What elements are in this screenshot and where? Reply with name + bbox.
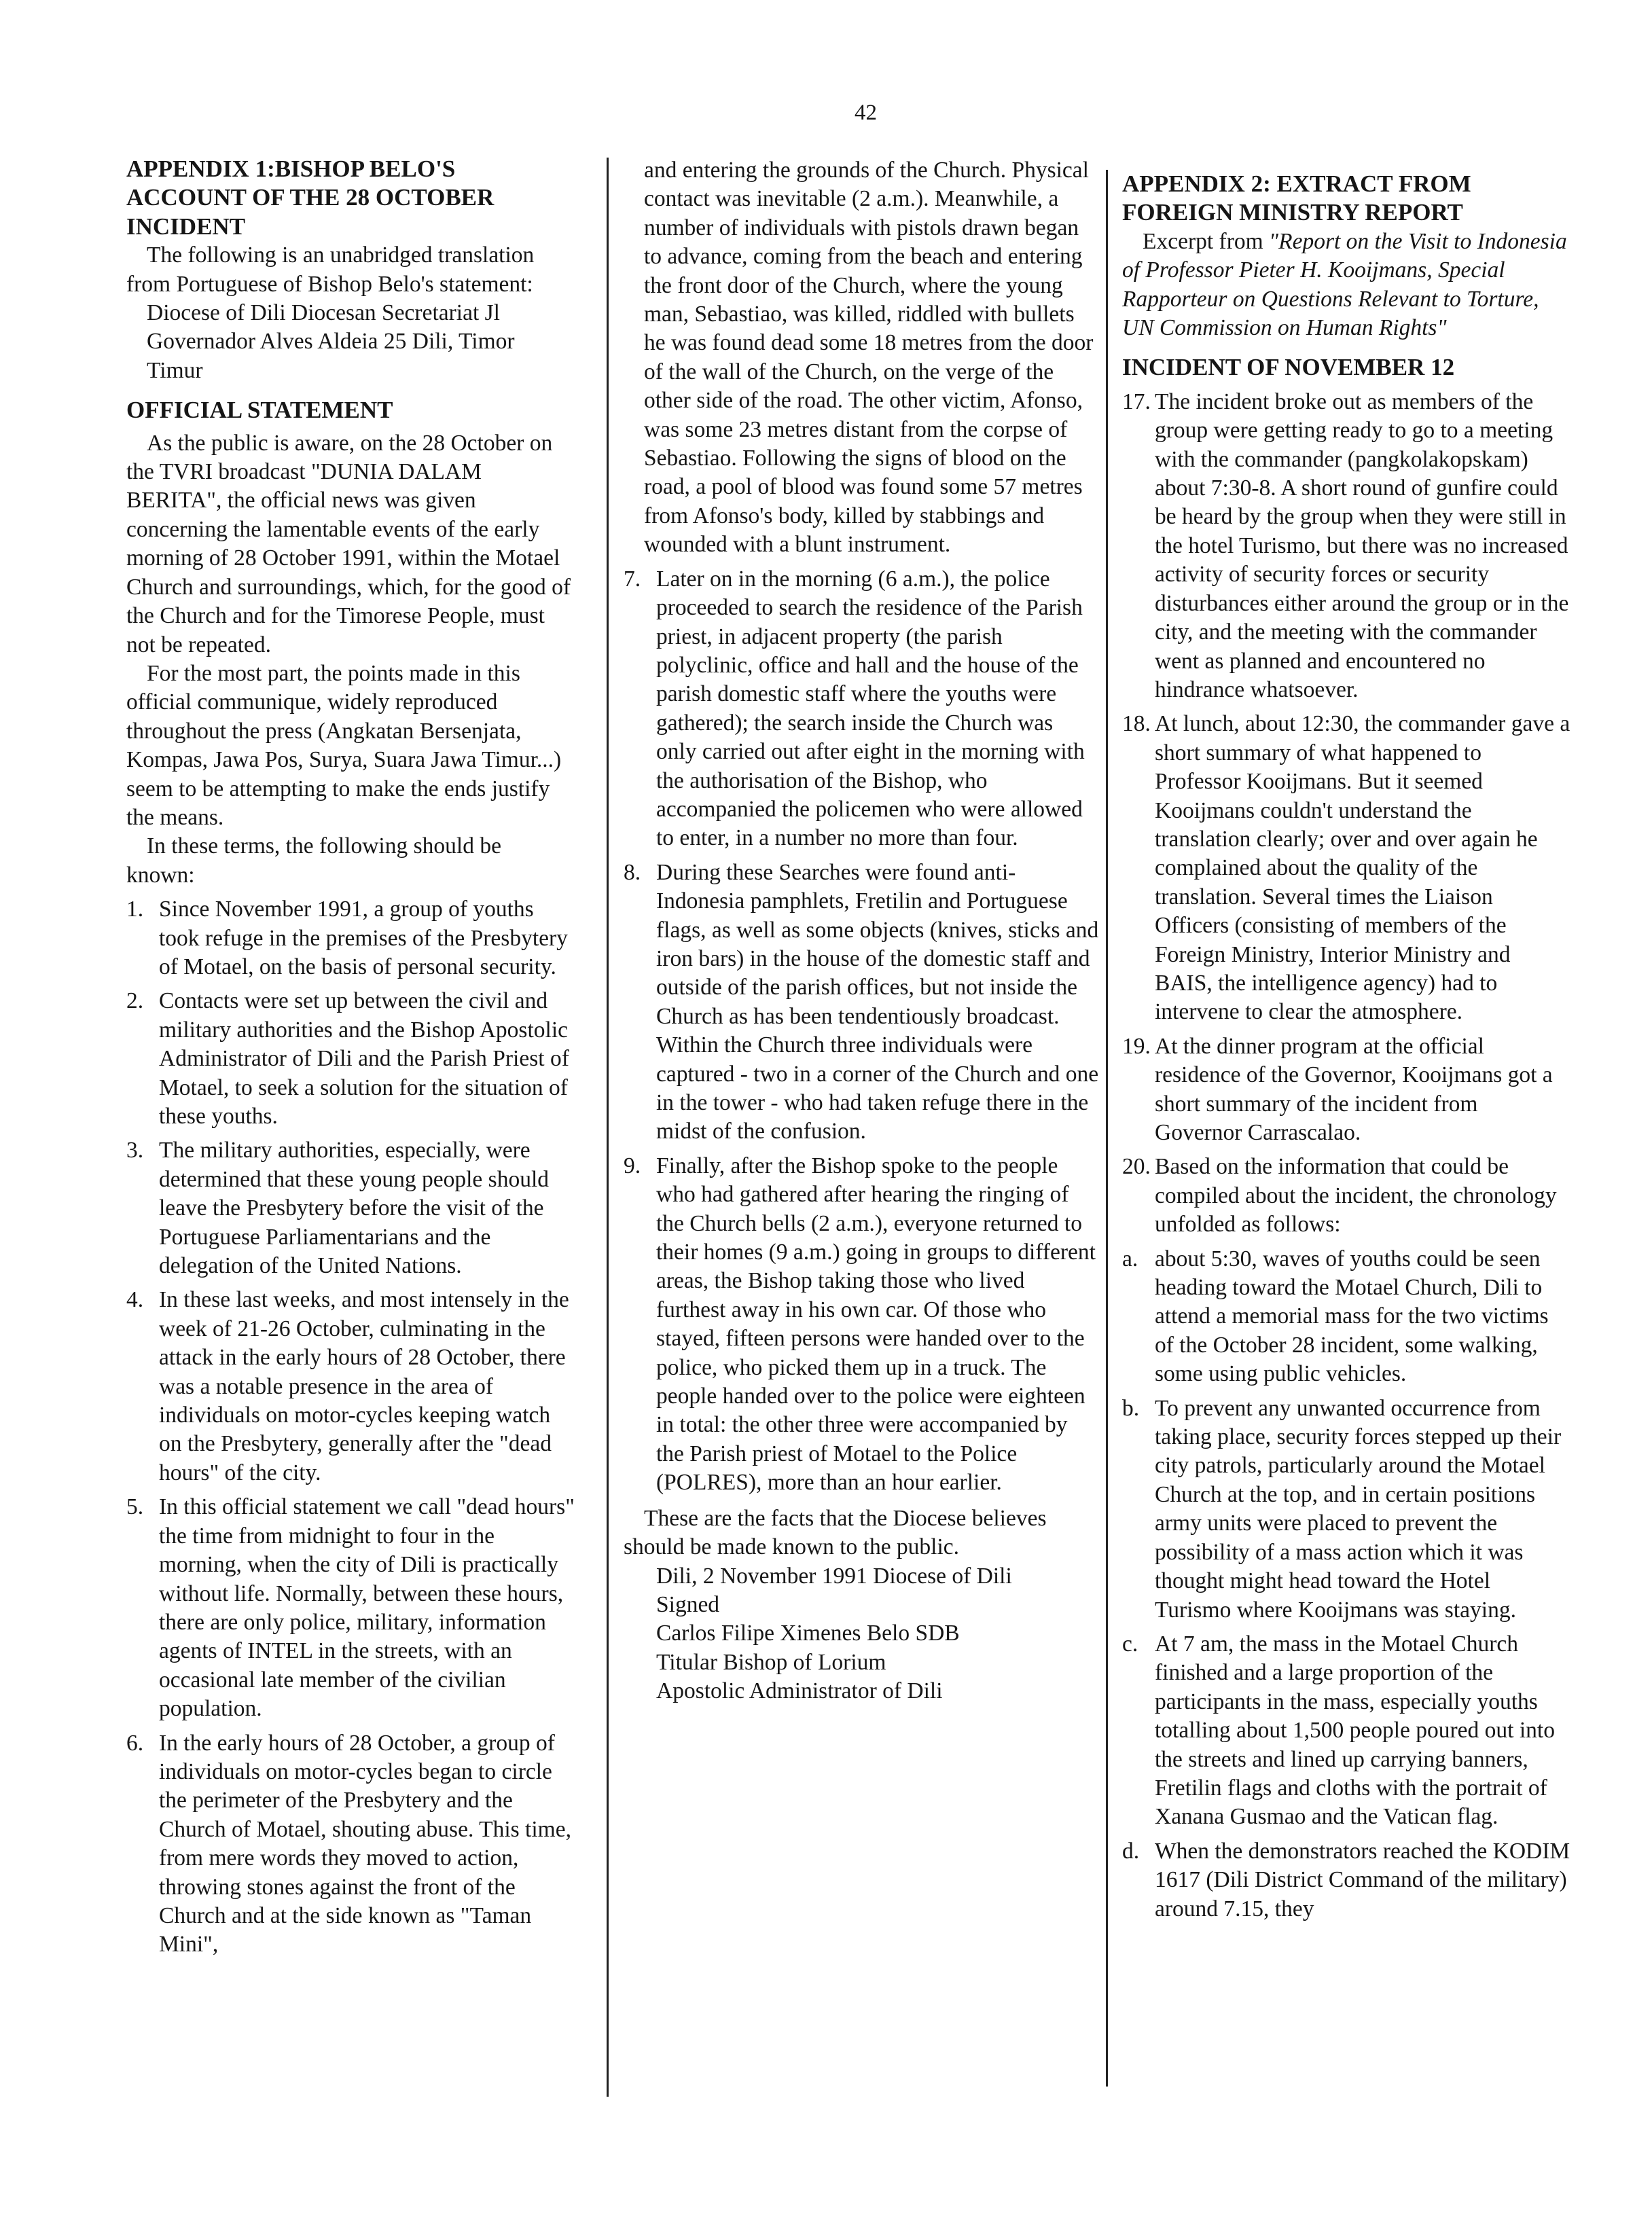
column-right <box>1122 170 1570 1924</box>
item-number: 8. <box>624 859 641 885</box>
item-number: 9. <box>624 1153 641 1178</box>
signatory-title: Titular Bishop of Lorium <box>656 1649 886 1675</box>
item-number: 1. <box>126 897 144 922</box>
report-list <box>1122 388 1570 1240</box>
item-text: about 5:30, waves of youths could be seen heading toward the Motael Church, Dili to attend a memorial mass for the two victims of the October 28 incident, some walking, some using public vehicles. <box>1155 1246 1549 1387</box>
list-item <box>1122 1153 1570 1239</box>
statement-paragraph: For the most part, the points made in this official communique, widely reproduced throughout the press (Angkatan Bersenjata, Kompas, Jawa Pos, Surya, Suara Jawa Timur...) seem to be attempting to make the ends justify the means. <box>126 660 562 830</box>
list-item <box>1122 1245 1570 1389</box>
appendix2-title: APPENDIX 2: EXTRACT FROM FOREIGN MINISTRY REPORT <box>1122 170 1471 226</box>
list-item <box>1122 1630 1570 1832</box>
item-number: 19. <box>1122 1033 1151 1059</box>
list-item <box>126 895 575 981</box>
item-text: Since November 1991, a group of youths took refuge in the premises of the Presbytery of Motael, on the basis of personal security. <box>159 897 568 979</box>
item-letter: d. <box>1122 1838 1140 1864</box>
item-letter: b. <box>1122 1395 1140 1421</box>
item-number: 4. <box>126 1287 144 1313</box>
statement-paragraph: In these terms, the following should be known: <box>126 833 501 888</box>
item-number: 7. <box>624 566 641 592</box>
item-text: When the demonstrators reached the KODIM 1617 (Dili District Command of the military) around 7.15, they <box>1155 1838 1570 1921</box>
column-divider <box>607 158 609 2097</box>
signed-label: Signed <box>656 1591 720 1617</box>
item-text: The military authorities, especially, were determined that these young people should leave the Presbytery before the visit of the Portuguese Parliamentarians and the delegation of the United Nations. <box>159 1138 550 1279</box>
item-text: In the early hours of 28 October, a group of individuals on motor-cycles began to circle the perimeter of the Presbytery and the Church of Motael, shouting abuse. This time, from mere words they moved to action, throwing stones against the front of the Church and at the side known as "Taman Mini", <box>159 1730 571 1957</box>
list-item <box>1122 1032 1570 1148</box>
appendix1-address: Diocese of Dili Diocesan Secretariat Jl Governador Alves Aldeia 25 Dili, Timor Timur <box>147 300 515 383</box>
item-letter: c. <box>1122 1631 1138 1657</box>
report-title: "Report on the Visit to Indonesia of Professor Pieter H. Kooijmans, Special Rapporteur on Questions Relevant to Torture, UN Commission on Human Rights" <box>1122 228 1567 341</box>
column-middle <box>624 156 1099 1706</box>
list-item <box>126 1493 575 1723</box>
statement-list <box>624 565 1099 1498</box>
item-text: At 7 am, the mass in the Motael Church finished and a large proportion of the participants in the mass, especially youths totalling about 1,500 people poured out into the streets and lined up carrying banners, Fretilin flags and cloths with the portrait of Xanana Gusmao and the Vatican flag. <box>1155 1631 1555 1830</box>
item-text: In this official statement we call "dead hours" the time from midnight to four in the morning, when the city of Dili is practically without life. Normally, between these hours, there are only police, military, information agents of INTEL in the streets, with an occasional late member of the civilian population. <box>159 1494 575 1722</box>
item-text: The incident broke out as members of the group were getting ready to go to a meeting with the commander (pangkolakopskam) about 7:30-8. A short round of gunfire could be heard by the group when they were still in the hotel Turismo, but there was no increased activity of security forces or security disturbances either around the group or in the city, and the meeting with the commander went as planned and encountered no hindrance whatsoever. <box>1155 389 1569 702</box>
list-item <box>1122 1837 1570 1924</box>
appendix1-title: APPENDIX 1:BISHOP BELO'S ACCOUNT OF THE 28 OCTOBER INCIDENT <box>126 156 495 240</box>
list-item <box>624 1152 1099 1498</box>
item-number: 6. <box>126 1730 144 1756</box>
item-continuation: and entering the grounds of the Church. Physical contact was inevitable (2 a.m.). Meanwhile, a number of individuals with pistols drawn began to advance, coming from the beach and entering the front door of the Church, where the young man, Sebastiao, was killed, riddled with bullets he was found dead some 18 metres from the door of the wall of the Church, on the verge of the other side of the road. The other victim, Afonso, was some 23 metres distant from the corpse of Sebastiao. Following the signs of blood on the road, a pool of blood was found some 57 metres from Afonso's body, killed by stabbings and wounded with a blunt instrument. <box>644 158 1094 558</box>
signatory-name: Carlos Filipe Ximenes Belo SDB <box>656 1621 960 1646</box>
statement-paragraph: As the public is aware, on the 28 October on the TVRI broadcast "DUNIA DALAM BERITA", the official news was given concerning the lamentable events of the early morning of 28 October 1991, within the Motael Church and surroundings, which, for the good of the Church and for the Timorese People, must not be repeated. <box>126 430 571 657</box>
item-text: Based on the information that could be compiled about the incident, the chronology unfolded as follows: <box>1155 1154 1557 1238</box>
item-text: At the dinner program at the official residence of the Governor, Kooijmans got a short summary of the incident from Governor Carrascalao. <box>1155 1033 1553 1145</box>
item-number: 2. <box>126 988 144 1014</box>
list-item <box>126 1729 575 1960</box>
item-text: To prevent any unwanted occurrence from taking place, security forces stepped up their city patrols, particularly around the Motael Church at the top, and in certain positions army units were placed to prevent the possibility of a mass action which it was thought might head toward the Hotel Turismo where Kooijmans was staying. <box>1155 1395 1562 1623</box>
list-item <box>1122 388 1570 704</box>
list-item <box>624 859 1099 1146</box>
item-letter: a. <box>1122 1246 1138 1271</box>
column-left <box>126 155 575 1960</box>
item-text: In these last weeks, and most intensely in the week of 21-26 October, culminating in the attack in the early hours of 28 October, there was a notable presence in the area of individuals on motor-cycles keeping watch on the Presbytery, generally after the "dead hours" of the city. <box>159 1287 569 1485</box>
list-item <box>126 987 575 1131</box>
item-number: 3. <box>126 1138 144 1163</box>
statement-list <box>126 895 575 1960</box>
item-number: 20. <box>1122 1154 1151 1180</box>
item-number: 17. <box>1122 389 1151 414</box>
list-item <box>1122 1394 1570 1625</box>
item-text: Later on in the morning (6 a.m.), the police proceeded to search the residence of the Parish priest, in adjacent property (the parish polyclinic, office and hall and the house of the parish domestic staff where the youths were gathered); the search inside the Church was only carried out after eight in the morning with the authorisation of the Bishop, who accompanied the policemen who were allowed to enter, in a number no more than four. <box>656 566 1085 851</box>
list-item <box>1122 710 1570 1026</box>
list-item <box>624 565 1099 853</box>
item-number: 18. <box>1122 711 1151 737</box>
closing-paragraph: These are the facts that the Diocese believes should be made known to the public. <box>624 1505 1047 1560</box>
signatory-title: Apostolic Administrator of Dili <box>656 1678 943 1704</box>
list-item <box>126 1136 575 1280</box>
page-number: 42 <box>855 101 877 125</box>
official-statement-heading: OFFICIAL STATEMENT <box>126 397 393 424</box>
chronology-list <box>1122 1245 1570 1924</box>
item-number: 5. <box>126 1494 144 1520</box>
list-item <box>126 1286 575 1487</box>
column-divider <box>1106 170 1108 2087</box>
appendix1-intro: The following is an unabridged translation from Portuguese of Bishop Belo's statement: <box>126 242 535 297</box>
dateline: Dili, 2 November 1991 Diocese of Dili <box>656 1563 1012 1589</box>
item-text: During these Searches were found anti-Indonesia pamphlets, Fretilin and Portuguese flags, as well as some objects (knives, sticks and iron bars) in the house of the domestic staff and outside of the parish offices, but not inside the Church as has been tendentiously broadcast. Within the Church three individuals were captured - two in a corner of the Church and one in the tower - who had taken refuge there in the midst of the confusion. <box>656 859 1099 1144</box>
excerpt-source <box>1122 228 1570 343</box>
item-text: At lunch, about 12:30, the commander gave a short summary of what happened to Professor Kooijmans. But it seemed Kooijmans couldn't understand the translation clearly; over and over again he complained about the quality of the translation. Several times the Liaison Officers (consisting of members of the Foreign Ministry, Interior Ministry and BAIS, the intelligence agency) had to intervene to clear the atmosphere. <box>1155 711 1570 1025</box>
item-text: Contacts were set up between the civil and military authorities and the Bishop Apostolic Administrator of Dili and the Parish Priest of Motael, to seek a solution for the situation of these youths. <box>159 988 569 1129</box>
item-text: Finally, after the Bishop spoke to the people who had gathered after hearing the ringing of the Church bells (2 a.m.), everyone returned to their homes (9 a.m.) going in groups to different areas, the Bishop taking those who lived furthest away in his own car. Of those who stayed, fifteen persons were handed over to the police, who picked them up in a truck. The people handed over to the police were eighteen in total: the other three were accompanied by the Parish priest of Motael to the Police (POLRES), more than an hour earlier. <box>656 1153 1096 1496</box>
excerpt-prefix: Excerpt from <box>1143 228 1270 254</box>
incident-heading: INCIDENT OF NOVEMBER 12 <box>1122 354 1455 381</box>
